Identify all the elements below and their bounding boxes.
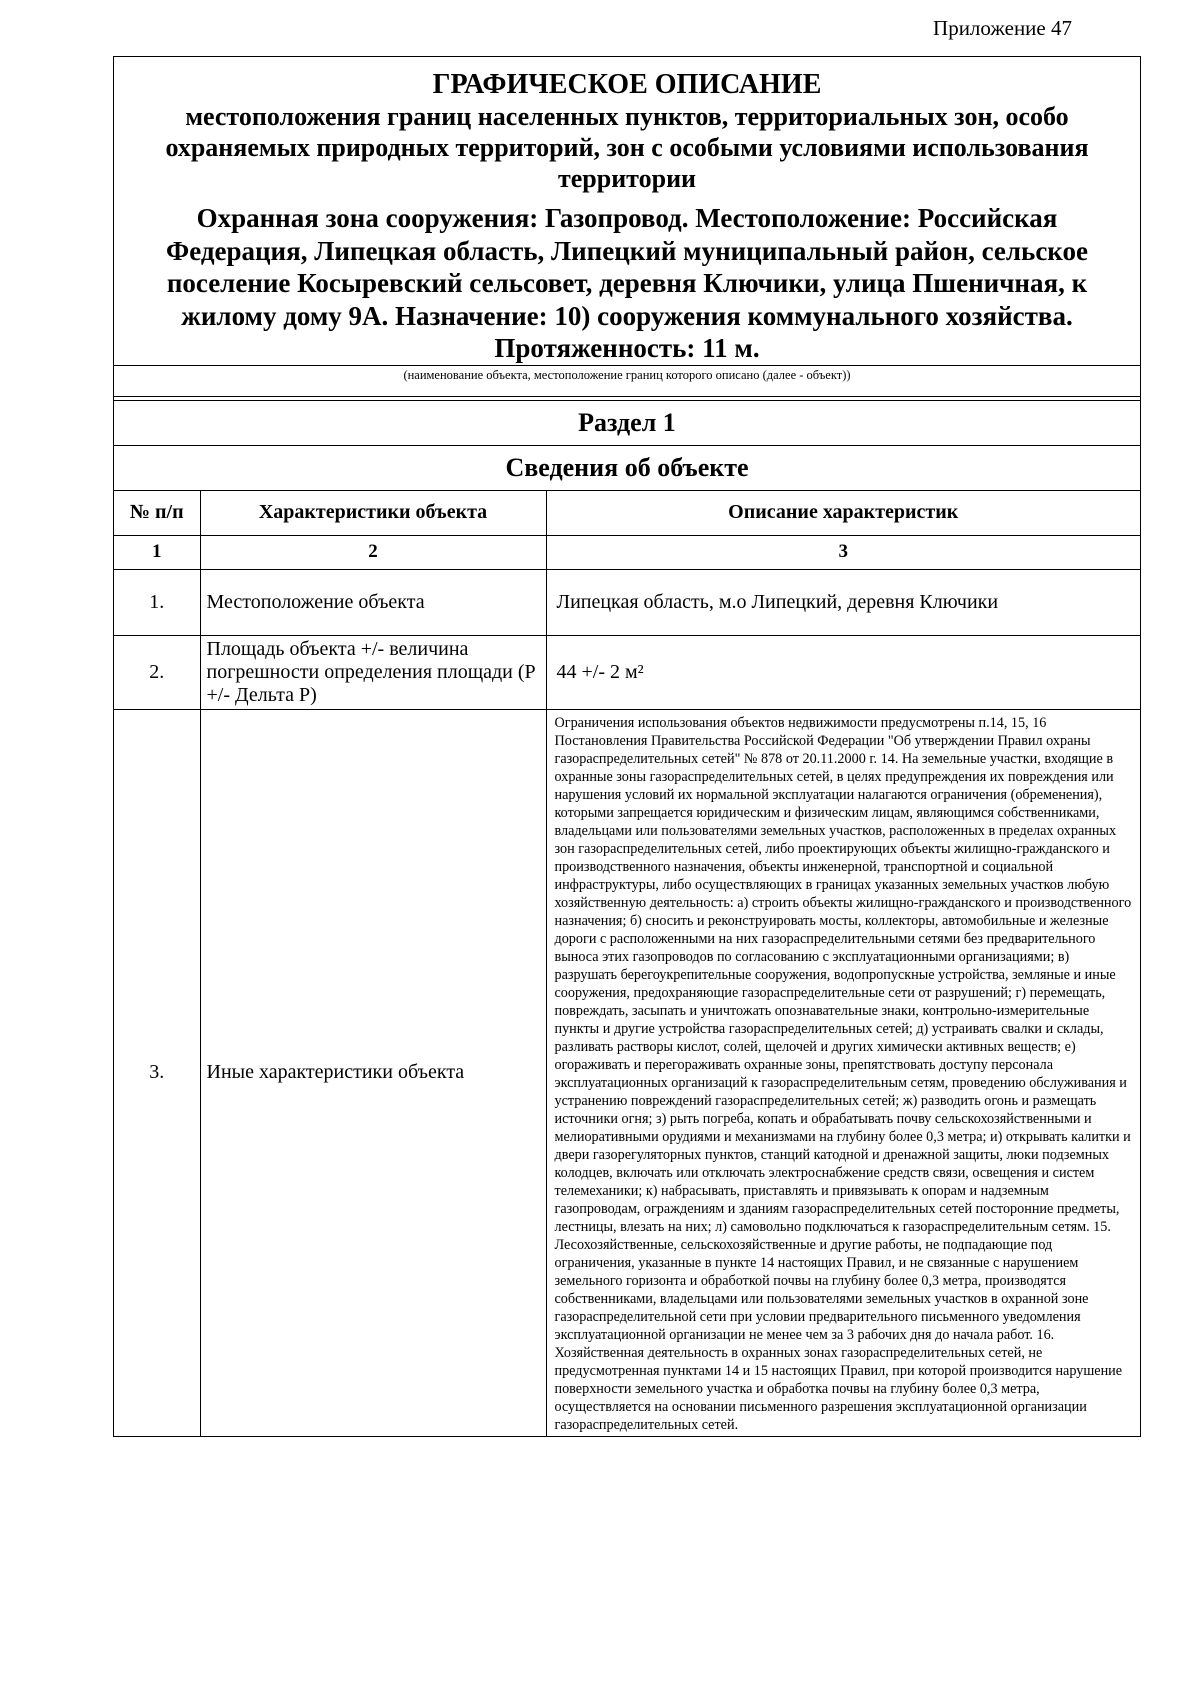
row-number: 3.: [114, 709, 200, 1436]
document-subtitle: местоположения границ населенных пунктов, территориальных зон, особо охраняемых природных территорий, зон с особыми условиями использования территории: [165, 102, 1089, 193]
object-name: [128, 202, 1126, 366]
table-row: [114, 709, 1140, 1436]
document-header: [114, 57, 1140, 366]
row-description: 44 +/- 2 м²: [546, 635, 1140, 709]
table-row: [114, 635, 1140, 709]
header-description: Описание характеристик: [546, 491, 1140, 536]
document-title: ГРАФИЧЕСКОЕ ОПИСАНИЕ: [432, 69, 822, 100]
row-description: Липецкая область, м.о Липецкий, деревня Ключики: [546, 569, 1140, 635]
section-subtitle: Сведения об объекте: [114, 446, 1140, 491]
header-characteristic: Характеристики объекта: [200, 491, 546, 536]
object-info-table: [114, 491, 1140, 1436]
row-number: 2.: [114, 635, 200, 709]
table-header-row: [114, 491, 1140, 536]
column-number: 1: [114, 535, 200, 569]
section-title: Раздел 1: [114, 400, 1140, 446]
row-characteristic: Площадь объекта +/- величина погрешности определения площади (Р +/- Дельта Р): [200, 635, 546, 709]
appendix-label: Приложение 47: [933, 16, 1072, 40]
object-name-length: Протяженность: 11 м.: [114, 332, 1140, 366]
object-name-main: Охранная зона сооружения: Газопровод. Местоположение: Российская Федерация, Липецкая область, Липецкий муниципальный район, сельское поселение Косыревский сельсовет, деревня Ключики, улица Пшеничная, к жилому дому 9А. Назначение: 10) сооружения коммунального хозяйства.: [166, 203, 1088, 331]
object-name-caption: (наименование объекта, местоположение границ которого описано (далее - объект)): [114, 366, 1140, 397]
table-row: [114, 569, 1140, 635]
table-column-numbers-row: [114, 535, 1140, 569]
column-number: 2: [200, 535, 546, 569]
column-number: 3: [546, 535, 1140, 569]
row-characteristic: Иные характеристики объекта: [200, 709, 546, 1436]
header-number: № п/п: [114, 491, 200, 536]
row-characteristic: Местоположение объекта: [200, 569, 546, 635]
row-number: 1.: [114, 569, 200, 635]
row-description: Ограничения использования объектов недвижимости предусмотрены п.14, 15, 16 Постановления Правительства Российской Федерации "Об утверждении Правил охраны газораспределительных сетей" № 878 от 20.11.2000 г. 14. На земельные участки, входящие в охранные зоны газораспределительных сетей, в целях предупреждения их повреждения или нарушения условий их нормальной эксплуатации налагаются ограничения (обременения), которыми запрещается юридическим и физическим лицам, являющимся собственниками, владельцами или пользователями земельных участков, расположенных в пределах охранных зон газораспределительных сетей, либо проектирующих объекты жилищно-гражданского и производственного назначения, объекты инженерной, транспортной и социальной инфраструктуры, либо осуществляющих в границах указанных земельных участков любую хозяйственную деятельность: а) строить объекты жилищно-гражданского и производственного назначения; б) сносить и реконструировать мосты, коллекторы, автомобильные и железные дороги с расположенными на них газораспределительными сетями без предварительного выноса этих газопроводов по согласованию с эксплуатационными организациями; в) разрушать берегоукрепительные сооружения, водопропускные устройства, земляные и иные сооружения, предохраняющие газораспределительные сети от разрушений; г) перемещать, повреждать, засыпать и уничтожать опознавательные знаки, контрольно-измерительные пункты и другие устройства газораспределительных сетей; д) устраивать свалки и склады, разливать растворы кислот, солей, щелочей и других химически активных веществ; е) огораживать и перегораживать охранные зоны, препятствовать доступу персонала эксплуатационных организаций к газораспределительным сетям, проведению обслуживания и устранению повреждений газораспределительных сетей; ж) разводить огонь и размещать источники огня; з) рыть погреба, копать и обрабатывать почву сельскохозяйственными и мелиоративными орудиями и механизмами на глубину более 0,3 метра; и) открывать калитки и двери газорегуляторных пунктов, станций катодной и дренажной защиты, люки подземных колодцев, включать или отключать электроснабжение средств связи, освещения и систем телемеханики; к) набрасывать, приставлять и привязывать к опорам и надземным газопроводам, ограждениям и зданиям газораспределительных сетей посторонние предметы, лестницы, влезать на них; л) самовольно подключаться к газораспределительным сетям. 15. Лесохозяйственные, сельскохозяйственные и другие работы, не подпадающие под ограничения, указанные в пункте 14 настоящих Правил, и не связанные с нарушением земельного горизонта и обработкой почвы на глубину более 0,3 метра, производятся собственниками, владельцами или пользователями земельных участков в охранной зоне газораспределительной сети при условии предварительного письменного уведомления эксплуатационной организации не менее чем за 3 рабочих дня до начала работ. 16. Хозяйственная деятельность в охранных зонах газораспределительных сетей, не предусмотренная пунктами 14 и 15 настоящих Правил, при которой производится нарушение поверхности земельного участка и обработка почвы на глубину более 0,3 метра, осуществляется на основании письменного разрешения эксплуатационной организации газораспределительных сетей.: [546, 709, 1140, 1436]
document-frame: [113, 56, 1141, 1437]
